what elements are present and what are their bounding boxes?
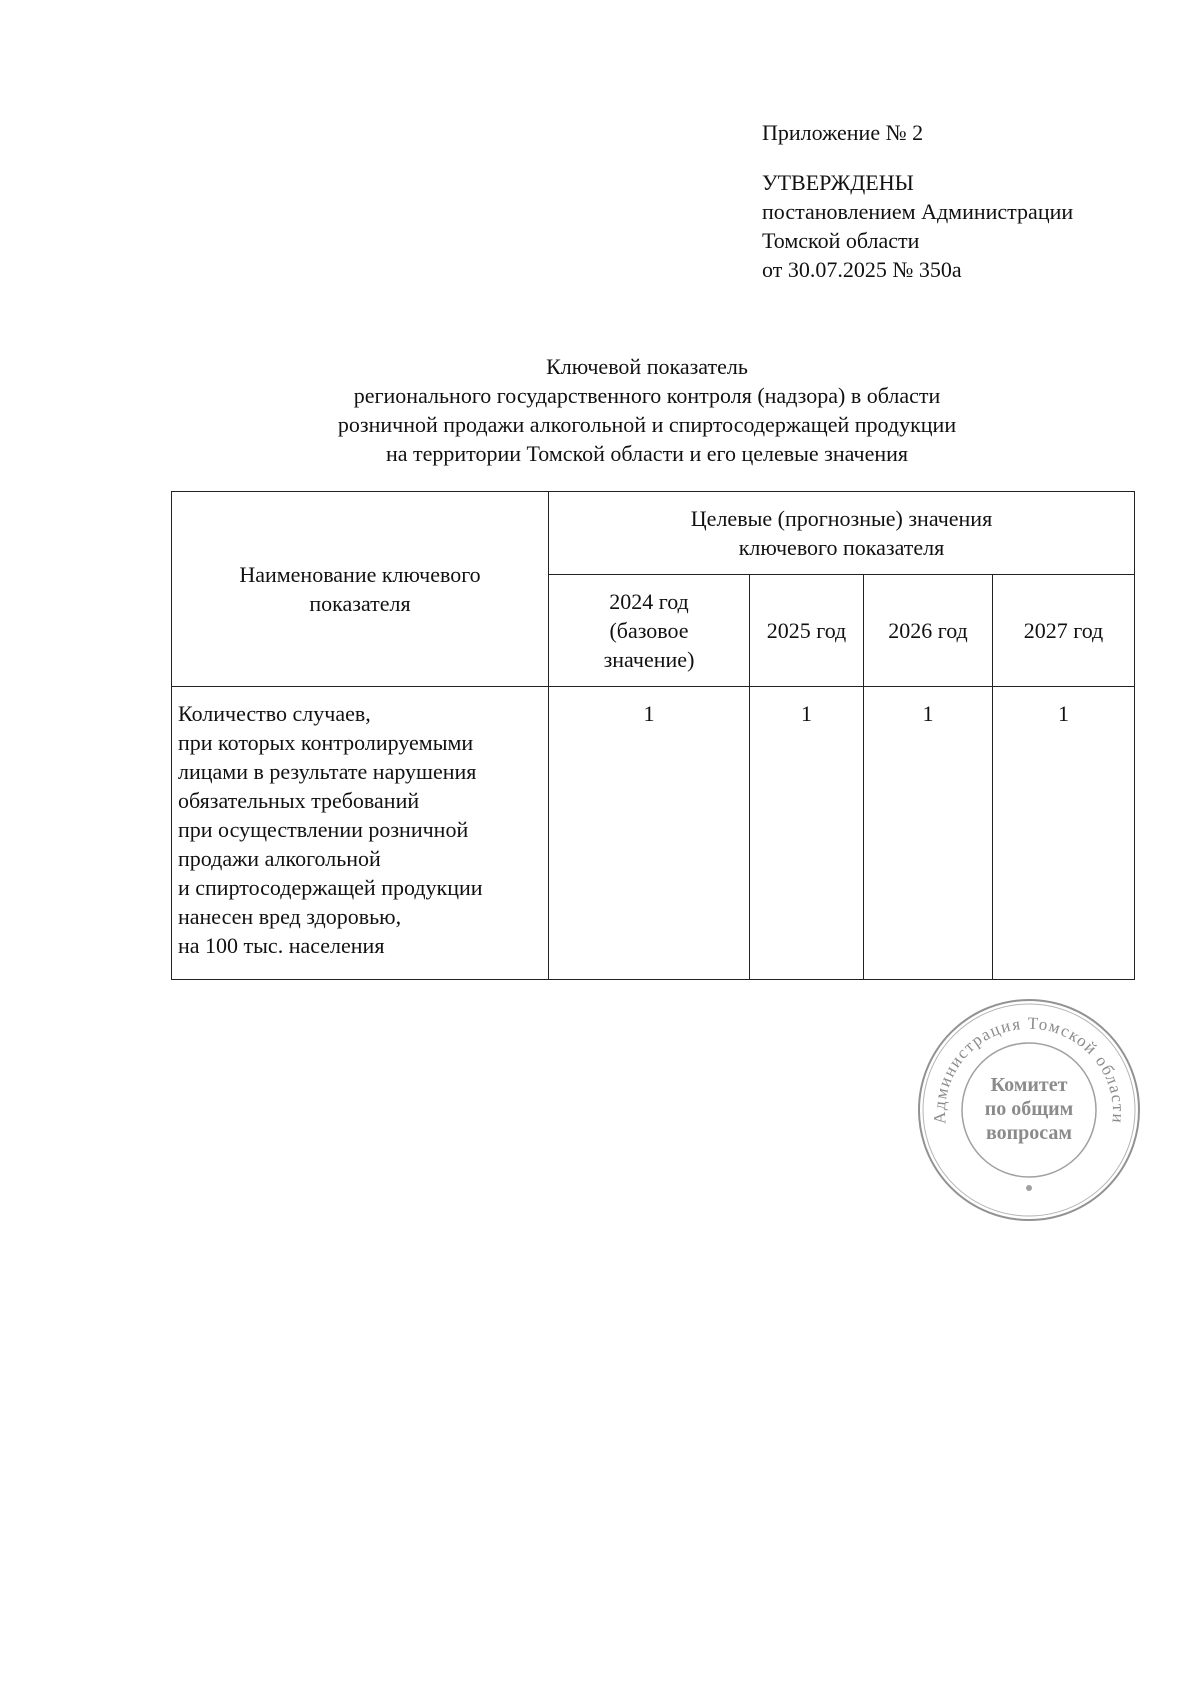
official-seal [914,995,1144,1225]
approved-label: УТВЕРЖДЕНЫ [762,170,914,195]
seal-icon [914,995,1144,1225]
indicator-name-line: при осуществлении розничной [178,817,469,842]
year-2027-label: 2027 год [1023,618,1104,643]
value-2027: 1 [993,687,1135,980]
value-2024: 1 [549,687,750,980]
target-values-header-line-1: Целевые (прогнозные) значения [690,506,993,531]
appendix-number: Приложение № 2 [762,120,924,145]
year-header-2025 [750,575,864,687]
table-row [172,687,1135,980]
indicator-name-line: продажи алкогольной [178,846,381,871]
value-2026: 1 [864,687,993,980]
indicator-name-line: лицами в результате нарушения [178,759,477,784]
key-indicator-table [171,491,1135,980]
title-line-4: на территории Томской области и его целевые значения [385,441,909,466]
title-line-1: Ключевой показатель [546,354,748,379]
approved-by-line-1: постановлением Администрации [762,199,1074,224]
document-title [170,352,1124,468]
title-line-3: розничной продажи алкогольной и спиртосодержащей продукции [337,412,957,437]
indicator-name-line: нанесен вред здоровью, [178,904,402,929]
seal-center-line-1: Комитет [990,1074,1068,1096]
indicator-name-header [172,492,549,687]
target-values-header-line-2: ключевого показателя [738,535,945,560]
indicator-name-cell [172,687,549,980]
indicator-name-line: на 100 тыс. населения [178,933,385,958]
year-header-2024 [549,575,750,687]
approval-block [762,118,1073,284]
year-2026-label: 2026 год [888,618,968,643]
decree-date-number: от 30.07.2025 № 350а [762,257,962,282]
year-header-2027 [993,575,1135,687]
year-2024-note-1: (базовое [609,618,689,643]
approved-by-line-2: Томской области [762,228,920,253]
value-2025: 1 [750,687,864,980]
table-header-row-1 [172,492,1135,575]
year-header-2026 [864,575,993,687]
year-2025-label: 2025 год [766,618,847,643]
year-2024-label: 2024 год [609,589,689,614]
indicator-name-header-text: Наименование ключевого показателя [239,562,481,616]
indicator-name-line: и спиртосодержащей продукции [178,875,483,900]
year-2024-note-2: значение) [603,647,695,672]
title-line-2: регионального государственного контроля (надзора) в области [353,383,941,408]
indicator-name-line: обязательных требований [178,788,420,813]
target-values-header [549,492,1135,575]
seal-ring-text: Администрация Томской области [929,1013,1129,1125]
indicator-name-line: Количество случаев, [178,701,371,726]
seal-center-line-3: вопросам [985,1122,1073,1144]
indicator-name-line: при которых контролируемыми [178,730,474,755]
seal-center-line-2: по общим [984,1098,1074,1120]
